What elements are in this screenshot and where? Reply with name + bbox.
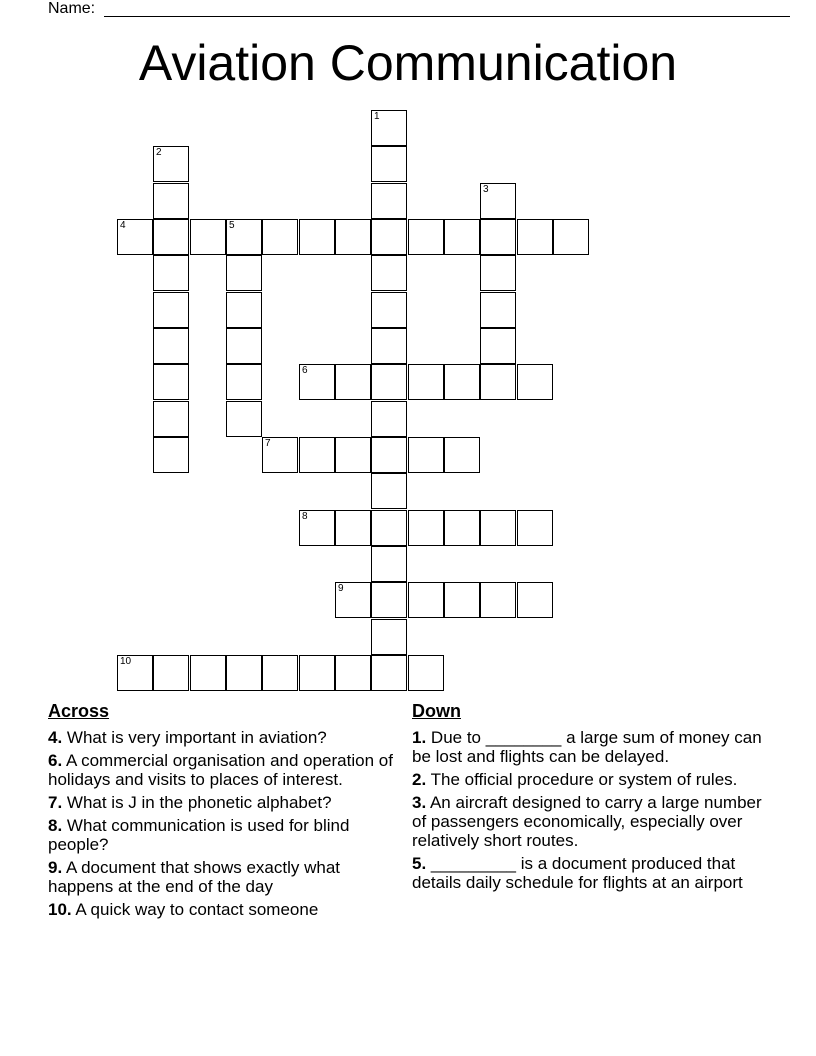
grid-cell[interactable] xyxy=(371,546,407,582)
clue-across-4 xyxy=(48,728,403,747)
grid-cell[interactable] xyxy=(480,510,516,546)
grid-cell[interactable] xyxy=(444,582,480,618)
clue-text: What communication is used for blind people? xyxy=(48,816,350,854)
grid-cell[interactable] xyxy=(371,401,407,437)
cell-number: 4 xyxy=(120,220,126,231)
grid-cell[interactable] xyxy=(371,292,407,328)
clue-text: An aircraft designed to carry a large number of passengers economically, especially over relatively short routes. xyxy=(412,793,762,850)
grid-cell[interactable] xyxy=(153,328,189,364)
cell-number: 9 xyxy=(338,583,344,594)
grid-cell[interactable] xyxy=(262,219,298,255)
grid-cell[interactable] xyxy=(408,582,444,618)
grid-cell[interactable] xyxy=(444,364,480,400)
grid-cell[interactable] xyxy=(335,582,371,618)
clue-number: 4. xyxy=(48,728,63,747)
grid-cell[interactable] xyxy=(517,219,553,255)
clue-down-2 xyxy=(412,770,777,789)
grid-cell[interactable] xyxy=(371,655,407,691)
clue-across-9 xyxy=(48,858,403,896)
grid-cell[interactable] xyxy=(553,219,589,255)
grid-cell[interactable] xyxy=(371,255,407,291)
grid-cell[interactable] xyxy=(335,219,371,255)
grid-cell[interactable] xyxy=(408,219,444,255)
cell-number: 1 xyxy=(374,111,380,122)
cell-number: 8 xyxy=(302,511,308,522)
grid-cell[interactable] xyxy=(226,401,262,437)
clue-across-7 xyxy=(48,793,403,812)
grid-cell[interactable] xyxy=(517,510,553,546)
clue-across-6 xyxy=(48,751,403,789)
grid-cell[interactable] xyxy=(153,655,189,691)
across-heading: Across xyxy=(48,701,110,721)
clue-text: What is J in the phonetic alphabet? xyxy=(62,793,332,812)
grid-cell[interactable] xyxy=(444,437,480,473)
grid-cell[interactable] xyxy=(408,510,444,546)
grid-cell[interactable] xyxy=(226,655,262,691)
grid-cell[interactable] xyxy=(371,146,407,182)
clue-text: What is very important in aviation? xyxy=(62,728,327,747)
grid-cell[interactable] xyxy=(153,146,189,182)
grid-cell[interactable] xyxy=(480,183,516,219)
grid-cell[interactable] xyxy=(153,437,189,473)
clue-text: The official procedure or system of rules. xyxy=(426,770,738,789)
cell-number: 2 xyxy=(156,147,162,158)
grid-cell[interactable] xyxy=(335,437,371,473)
grid-cell[interactable] xyxy=(480,364,516,400)
grid-cell[interactable] xyxy=(299,510,335,546)
grid-cell[interactable] xyxy=(153,183,189,219)
grid-cell[interactable] xyxy=(153,401,189,437)
grid-cell[interactable] xyxy=(371,619,407,655)
clue-number: 6. xyxy=(48,751,63,770)
grid-cell[interactable] xyxy=(153,364,189,400)
cell-number: 3 xyxy=(483,184,489,195)
grid-cell[interactable] xyxy=(153,255,189,291)
grid-cell[interactable] xyxy=(480,582,516,618)
across-clues xyxy=(48,700,403,923)
clue-number: 1. xyxy=(412,728,427,747)
grid-cell[interactable] xyxy=(371,364,407,400)
clue-number: 8. xyxy=(48,816,63,835)
grid-cell[interactable] xyxy=(299,655,335,691)
grid-cell[interactable] xyxy=(371,110,407,146)
grid-cell[interactable] xyxy=(444,510,480,546)
grid-cell[interactable] xyxy=(408,364,444,400)
grid-cell[interactable] xyxy=(226,219,262,255)
cell-number: 6 xyxy=(302,365,308,376)
clue-text: A quick way to contact someone xyxy=(71,900,319,919)
grid-cell[interactable] xyxy=(408,655,444,691)
grid-cell[interactable] xyxy=(335,364,371,400)
grid-cell[interactable] xyxy=(226,364,262,400)
grid-cell[interactable] xyxy=(190,655,226,691)
grid-cell[interactable] xyxy=(117,219,153,255)
grid-cell[interactable] xyxy=(153,292,189,328)
grid-cell[interactable] xyxy=(371,437,407,473)
grid-cell[interactable] xyxy=(335,510,371,546)
grid-cell[interactable] xyxy=(226,328,262,364)
name-label: Name: xyxy=(48,0,96,17)
clue-number: 2. xyxy=(412,770,427,789)
grid-cell[interactable] xyxy=(335,655,371,691)
clue-number: 7. xyxy=(48,793,63,812)
clue-across-8 xyxy=(48,816,403,854)
grid-cell[interactable] xyxy=(190,219,226,255)
grid-cell[interactable] xyxy=(480,328,516,364)
grid-cell[interactable] xyxy=(262,655,298,691)
grid-cell[interactable] xyxy=(408,437,444,473)
grid-cell[interactable] xyxy=(153,219,189,255)
page-title: Aviation Communication xyxy=(138,35,678,91)
grid-cell[interactable] xyxy=(226,255,262,291)
down-heading: Down xyxy=(412,701,461,721)
grid-cell[interactable] xyxy=(299,364,335,400)
clue-text: Due to ________ a large sum of money can be lost and flights can be delayed. xyxy=(412,728,762,766)
grid-cell[interactable] xyxy=(480,219,516,255)
clue-number: 3. xyxy=(412,793,427,812)
grid-cell[interactable] xyxy=(299,437,335,473)
grid-cell[interactable] xyxy=(299,219,335,255)
grid-cell[interactable] xyxy=(262,437,298,473)
grid-cell[interactable] xyxy=(480,255,516,291)
clue-text: A commercial organisation and operation of holidays and visits to places of interest. xyxy=(48,751,393,789)
clue-text: A document that shows exactly what happens at the end of the day xyxy=(48,858,341,896)
clue-down-5 xyxy=(412,854,777,892)
clue-down-1 xyxy=(412,728,777,766)
grid-cell[interactable] xyxy=(371,510,407,546)
clue-number: 5. xyxy=(412,854,427,873)
clue-text: _________ is a document produced that details daily schedule for flights at an airport xyxy=(412,854,743,892)
grid-cell[interactable] xyxy=(226,292,262,328)
grid-cell[interactable] xyxy=(517,364,553,400)
grid-cell[interactable] xyxy=(117,655,153,691)
cell-number: 10 xyxy=(120,656,132,667)
grid-cell[interactable] xyxy=(444,219,480,255)
down-clues xyxy=(412,700,777,896)
grid-cell[interactable] xyxy=(371,473,407,509)
cell-number: 7 xyxy=(265,438,271,449)
grid-cell[interactable] xyxy=(371,582,407,618)
clue-down-3 xyxy=(412,793,777,850)
grid-cell[interactable] xyxy=(371,183,407,219)
grid-cell[interactable] xyxy=(517,582,553,618)
grid-cell[interactable] xyxy=(371,219,407,255)
grid-cell[interactable] xyxy=(480,292,516,328)
clue-number: 9. xyxy=(48,858,63,877)
clue-number: 10. xyxy=(48,900,72,919)
cell-number: 5 xyxy=(229,220,235,231)
grid-cell[interactable] xyxy=(371,328,407,364)
clue-across-10 xyxy=(48,900,403,919)
